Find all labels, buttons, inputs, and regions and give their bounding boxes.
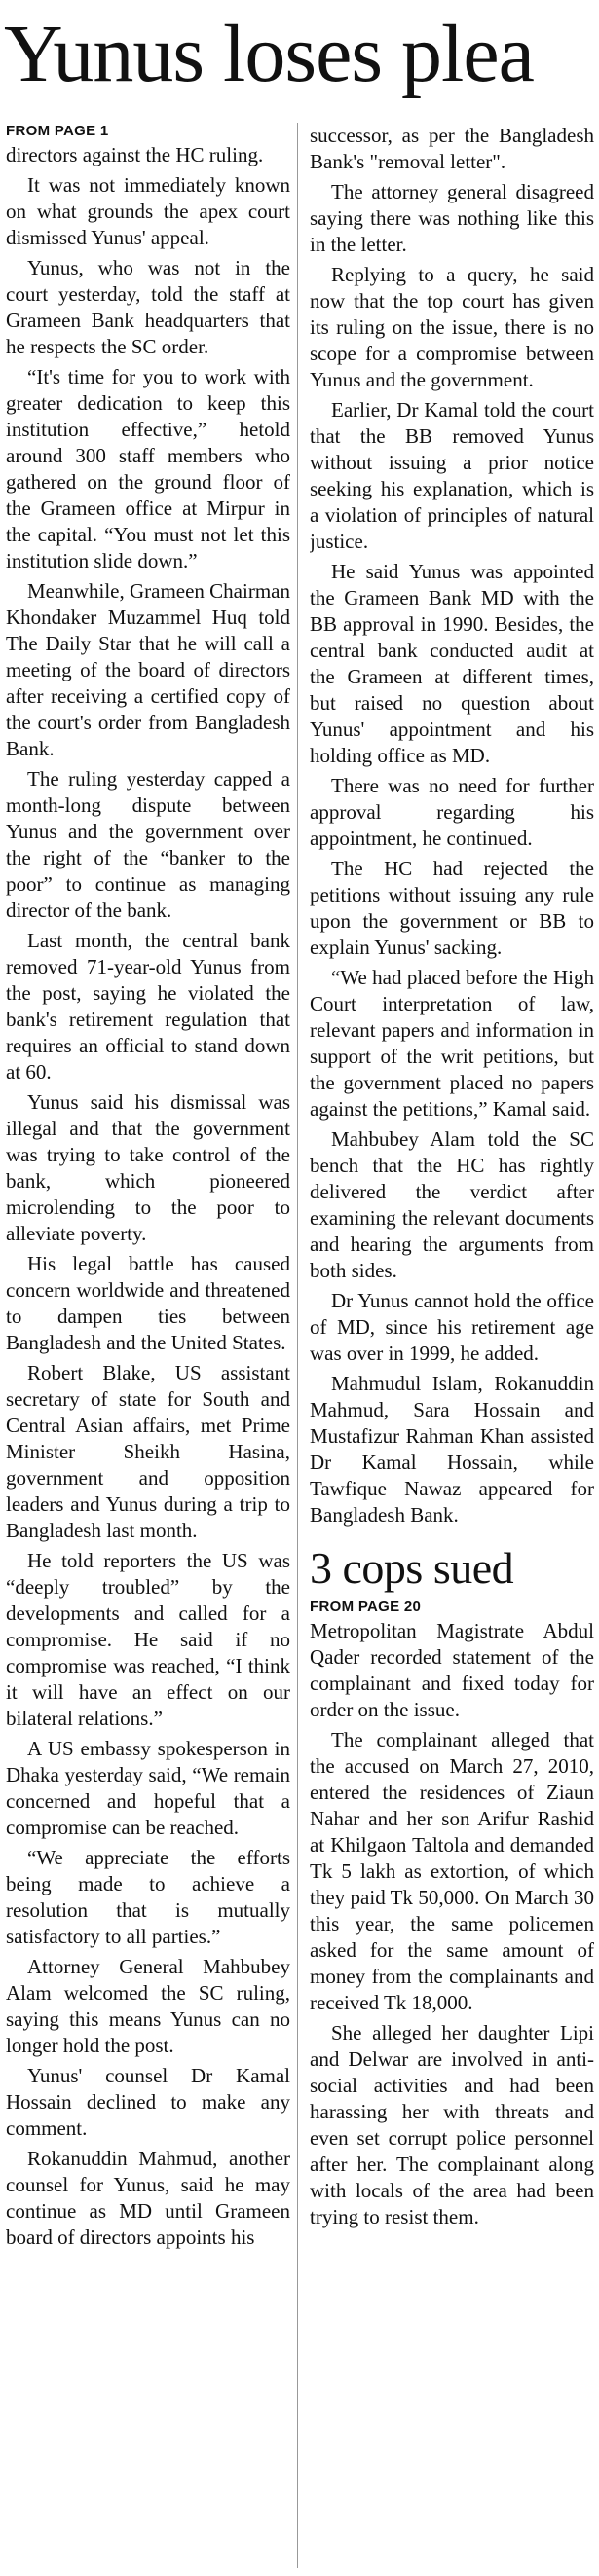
paragraph: Last month, the central bank removed 71-year-old Yunus from the post, saying he violated the bank's retirement regulation that requires an official to stand down at 60. xyxy=(6,929,290,1084)
paragraph: Yunus' counsel Dr Kamal Hossain declined to make any comment. xyxy=(6,2064,290,2140)
story-column-left xyxy=(6,123,290,2568)
paragraph: Earlier, Dr Kamal told the court that the BB removed Yunus without issuing a prior notice seeking his explanation, which is a violation of principles of natural justice. xyxy=(310,398,594,553)
paragraph: Robert Blake, US assistant secretary of state for South and Central Asian affairs, met Prime Minister Sheikh Hasina, government and opposition leaders and Yunus during a trip to Bangladesh last month. xyxy=(6,1361,290,1542)
paragraph: Attorney General Mahbubey Alam welcomed the SC ruling, saying this means Yunus can no longer hold the post. xyxy=(6,1955,290,2057)
paragraph: Metropolitan Magistrate Abdul Qader recorded statement of the complainant and fixed today for order on the issue. xyxy=(310,1619,594,1721)
paragraph: Mahmudul Islam, Rokanuddin Mahmud, Sara Hossain and Mustafizur Rahman Khan assisted Dr Kamal Hossain, while Tawfique Nawaz appeared for Bangladesh Bank. xyxy=(310,1372,594,1527)
paragraph: “It's time for you to work with greater dedication to keep this institution effective,” hetold around 300 staff members who gathered on the ground floor of the Grameen office at Mirpur in the capital. “You must not let this institution slide down.” xyxy=(6,365,290,572)
paragraph: The complainant alleged that the accused on March 27, 2010, entered the residences of Ziaun Nahar and her son Arifur Rashid at Khilgaon Taltola and demanded Tk 5 lakh as extortion, of which they paid Tk 50,000. On March 30 this year, the same policemen asked for the same amount of money from the complainants and received Tk 18,000. xyxy=(310,1728,594,2014)
headline: Yunus loses plea xyxy=(4,9,534,99)
paragraph: She alleged her daughter Lipi and Delwar are involved in anti-social activities and had been harassing her with threats and even set corrupt police personnel after her. The complainant along with locals of the area had been trying to resist them. xyxy=(310,2021,594,2228)
story2-headline: 3 cops sued xyxy=(310,1543,514,1593)
paragraph: “We had placed before the High Court interpretation of law, relevant papers and information in support of the writ petitions, but the government placed no papers against the petitions,” Kamal said. xyxy=(310,966,594,1121)
paragraph: successor, as per the Bangladesh Bank's "removal letter". xyxy=(310,124,594,173)
paragraph: Dr Yunus cannot hold the office of MD, since his retirement age was over in 1999, he added. xyxy=(310,1289,594,1365)
paragraph: There was no need for further approval regarding his appointment, he continued. xyxy=(310,774,594,850)
paragraph: The attorney general disagreed saying there was nothing like this in the letter. xyxy=(310,180,594,256)
paragraph: Rokanuddin Mahmud, another counsel for Yunus, said he may continue as MD until Grameen board of directors appoints his xyxy=(6,2147,290,2249)
jump-line: FROM PAGE 1 xyxy=(6,123,109,139)
story2-jump-line: FROM PAGE 20 xyxy=(310,1599,422,1615)
paragraph: directors against the HC ruling. xyxy=(6,143,264,166)
paragraph: It was not immediately known on what grounds the apex court dismissed Yunus' appeal. xyxy=(6,173,290,249)
paragraph: He said Yunus was appointed the Grameen Bank MD with the BB approval in 1990. Besides, the central bank conducted audit at the Grameen at different times, but raised no question about Yunus' appointment and his holding office as MD. xyxy=(310,560,594,767)
paragraph: “We appreciate the efforts being made to achieve a resolution that is mutually satisfactory to all parties.” xyxy=(6,1846,290,1948)
paragraph: Yunus said his dismissal was illegal and that the government was trying to take control of the bank, which pioneered microlending to the poor to alleviate poverty. xyxy=(6,1090,290,1245)
paragraph: Replying to a query, he said now that the top court has given its ruling on the issue, there is no scope for a compromise between Yunus and the government. xyxy=(310,263,594,391)
paragraph: A US embassy spokesperson in Dhaka yesterday said, “We remain concerned and hopeful that a compromise can be reached. xyxy=(6,1737,290,1839)
paragraph: The ruling yesterday capped a month-long dispute between Yunus and the government over the right of the “banker to the poor” to continue as managing director of the bank. xyxy=(6,767,290,922)
paragraph: He told reporters the US was “deeply troubled” by the developments and called for a compromise. He said if no compromise was reached, “I think it will have an effect on our bilateral relations.” xyxy=(6,1549,290,1730)
paragraph: The HC had rejected the petitions without issuing any rule upon the government or BB to explain Yunus' sacking. xyxy=(310,857,594,959)
paragraph: Yunus, who was not in the court yesterday, told the staff at Grameen Bank headquarters that he respects the SC order. xyxy=(6,256,290,358)
paragraph: Meanwhile, Grameen Chairman Khondaker Muzammel Huq told The Daily Star that he will call a meeting of the board of directors after receiving a certified copy of the court's order from Bangladesh Bank. xyxy=(6,579,290,760)
column-rule xyxy=(297,123,298,2568)
story-column-right xyxy=(310,123,594,2568)
paragraph: His legal battle has caused concern worldwide and threatened to dampen ties between Bangladesh and the United States. xyxy=(6,1252,290,1354)
paragraph: Mahbubey Alam told the SC bench that the HC has rightly delivered the verdict after examining the relevant documents and hearing the arguments from both sides. xyxy=(310,1127,594,1282)
